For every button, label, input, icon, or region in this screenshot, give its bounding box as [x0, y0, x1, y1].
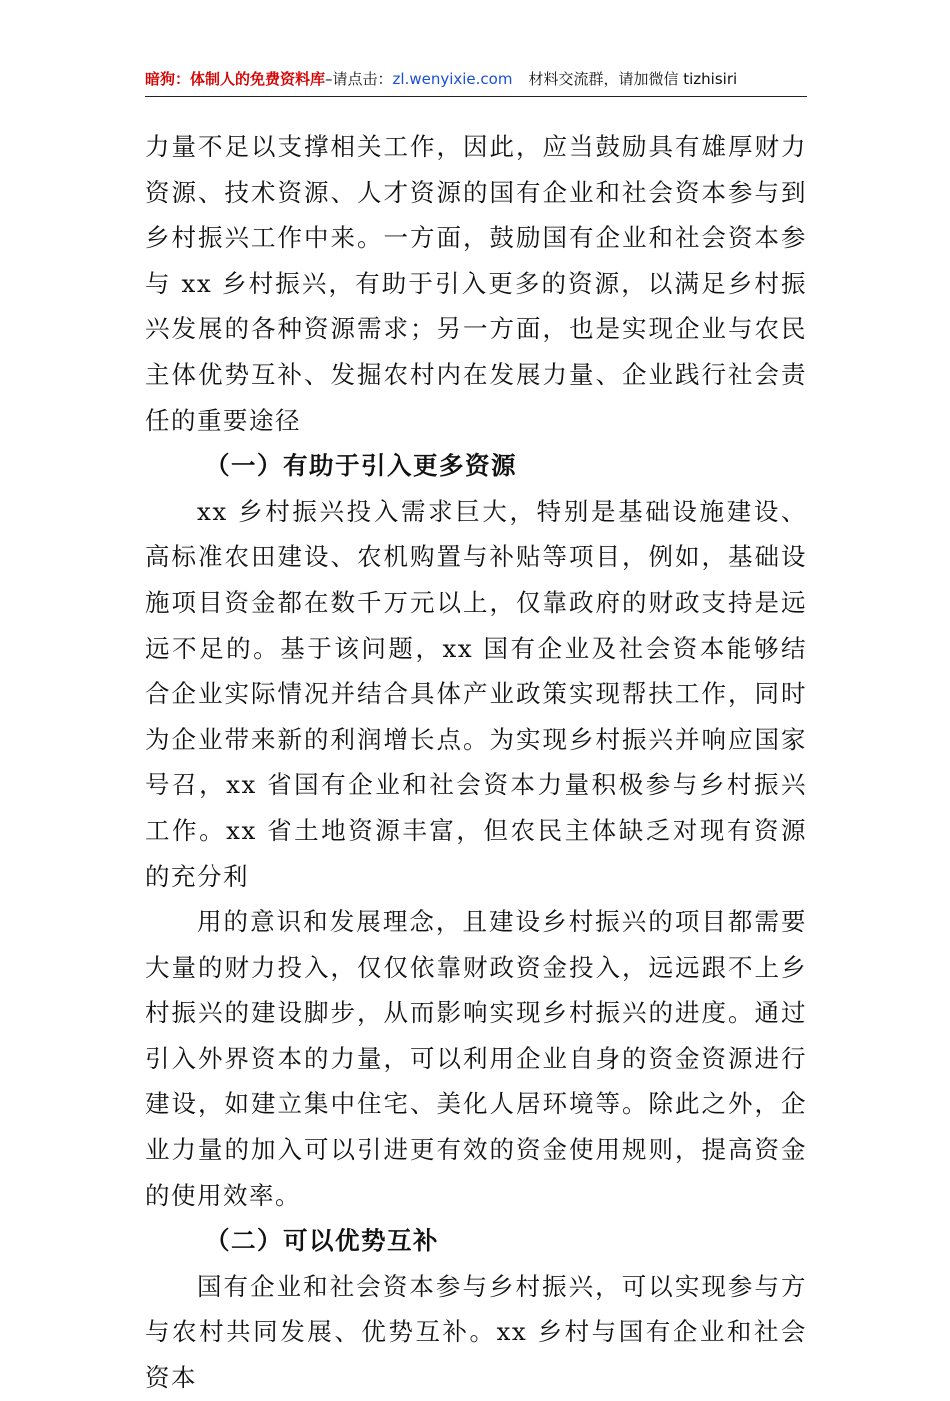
page-header	[145, 66, 807, 97]
header-wechat-note: 材料交流群，请加微信 tizhisiri	[528, 70, 738, 88]
section-heading-2: （二）可以优势互补	[205, 1226, 439, 1256]
paragraph-2: xx 乡村振兴投入需求巨大，特别是基础设施建设、高标准农田建设、农机购置与补贴等项目，例如，基础设施项目资金都在数千万元以上，仅靠政府的财政支持是远远不足的。基于该问题，xx 国有企业及社会资本能够结合企业实际情况并结合具体产业政策实现帮扶工作，同时为企业带来新的利润增长点。为实现乡村振兴并响应国家号召，xx 省国有企业和社会资本力量积极参与乡村振兴工作。xx 省土地资源丰富，但农民主体缺乏对现有资源的充分利	[145, 496, 807, 891]
document-body	[145, 124, 807, 1401]
header-url-link[interactable]: zl.wenyixie.com	[392, 70, 513, 88]
header-click-prefix: –请点击：	[325, 70, 393, 88]
header-brand: 暗狗：体制人的免费资料库	[145, 70, 326, 88]
paragraph-1: 力量不足以支撑相关工作，因此，应当鼓励具有雄厚财力资源、技术资源、人才资源的国有企业和社会资本参与到乡村振兴工作中来。一方面，鼓励国有企业和社会资本参与 xx 乡村振兴，有助于引入更多的资源，以满足乡村振兴发展的各种资源需求；另一方面，也是实现企业与农民主体优势互补、发掘农村内在发展力量、企业践行社会责任的重要途径	[145, 132, 807, 435]
paragraph-4: 国有企业和社会资本参与乡村振兴，可以实现参与方与农村共同发展、优势互补。xx 乡村与国有企业和社会资本	[145, 1271, 807, 1393]
paragraph-3: 用的意识和发展理念，且建设乡村振兴的项目都需要大量的财力投入，仅仅依靠财政资金投入，远远跟不上乡村振兴的建设脚步，从而影响实现乡村振兴的进度。通过引入外界资本的力量，可以利用企业自身的资金资源进行建设，如建立集中住宅、美化人居环境等。除此之外，企业力量的加入可以引进更有效的资金使用规则，提高资金的使用效率。	[145, 907, 807, 1210]
section-heading-1: （一）有助于引入更多资源	[205, 451, 517, 481]
